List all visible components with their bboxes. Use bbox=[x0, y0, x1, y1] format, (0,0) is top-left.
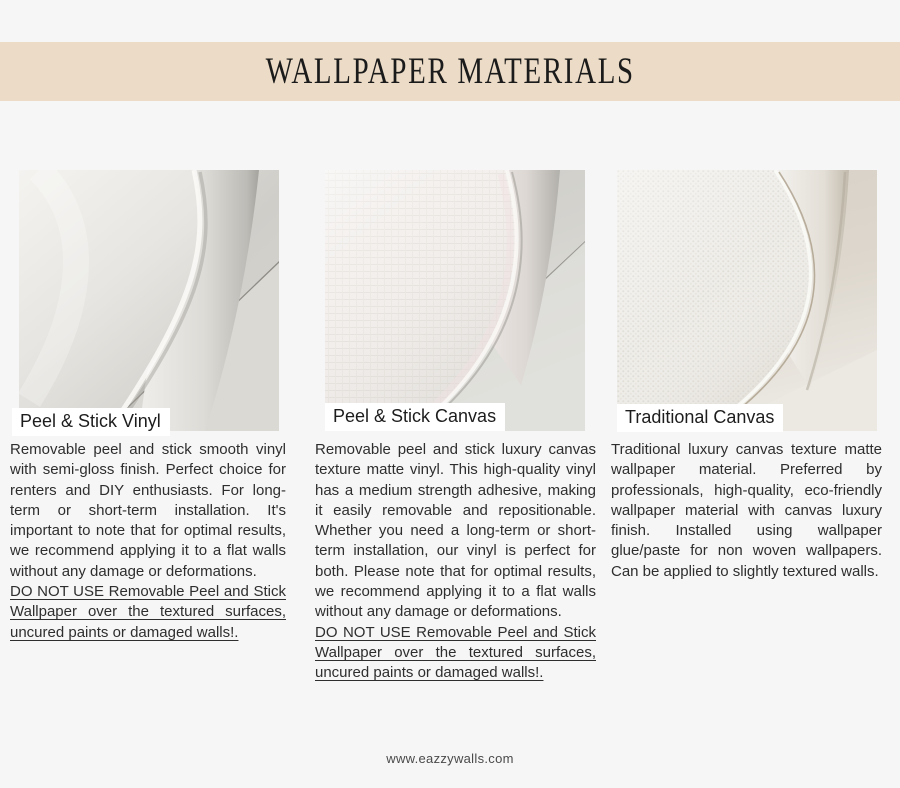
material-name: Peel & Stick Canvas bbox=[333, 406, 497, 426]
website-footer bbox=[0, 751, 900, 766]
website-url: www.eazzywalls.com bbox=[386, 751, 514, 766]
material-column-traditional-canvas bbox=[611, 170, 882, 582]
smooth-vinyl-curled-sheet-photo bbox=[19, 170, 279, 431]
material-warning: DO NOT USE Removable Peel and Stick Wallpaper over the textured surfaces, uncured paints or damaged walls!. bbox=[10, 583, 286, 641]
material-name: Traditional Canvas bbox=[625, 407, 775, 427]
material-name: Peel & Stick Vinyl bbox=[20, 411, 161, 431]
material-description: Removable peel and stick smooth vinyl with semi-gloss finish. Perfect choice for renters and DIY enthusiasts. For long-term or short-term installation. It's important to note that for optimal results, we recommend applying it to a flat walls without any damage or deformations. bbox=[10, 441, 286, 580]
material-column-peel-stick-canvas bbox=[315, 170, 596, 684]
material-description: Traditional luxury canvas texture matte wallpaper material. Preferred by professionals, high-quality, eco-friendly wallpaper material with canvas luxury finish. Installed using wallpaper glue/paste for non woven wallpapers. Can be applied to slightly textured walls. bbox=[611, 441, 882, 580]
material-name-label bbox=[617, 404, 783, 432]
header-band bbox=[0, 42, 900, 101]
traditional-canvas-curled-sheet-photo bbox=[617, 170, 877, 431]
material-description: Removable peel and stick luxury canvas texture matte vinyl. This high-quality vinyl has a medium strength adhesive, making it easily removable and repositionable. Whether you need a long-term or short-term installation, our vinyl is perfect for both. Please note that for optimal results, we recommend applying it to a flat walls without any damage or deformations. bbox=[315, 441, 596, 621]
canvas-texture-vinyl-curled-sheet-photo bbox=[325, 170, 585, 431]
material-column-peel-stick-vinyl bbox=[10, 170, 286, 643]
material-name-label bbox=[12, 408, 170, 436]
page-title: WALLPAPER MATERIALS bbox=[265, 50, 635, 91]
materials-columns bbox=[0, 170, 900, 715]
material-warning: DO NOT USE Removable Peel and Stick Wallpaper over the textured surfaces, uncured paints or damaged walls!. bbox=[315, 623, 596, 682]
material-name-label bbox=[325, 403, 505, 431]
